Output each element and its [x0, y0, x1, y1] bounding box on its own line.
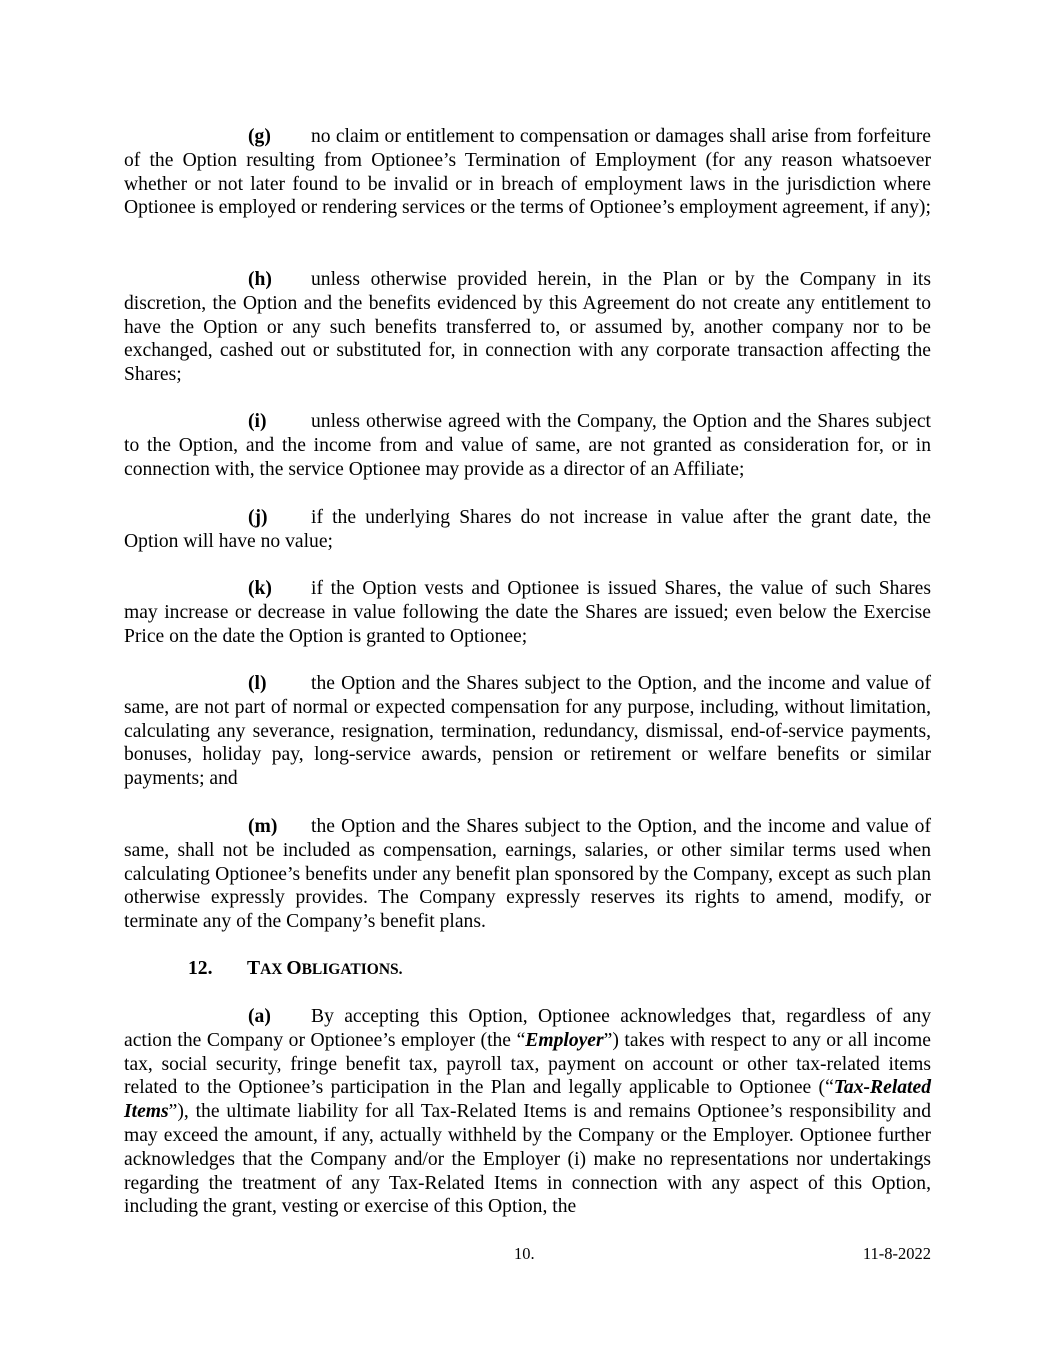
section-heading	[188, 957, 403, 982]
paragraph-text: By accepting this Option, Optionee acknowledges that, regardless of any action the Company or Optionee’s employer (the “	[124, 1006, 931, 1051]
paragraph-label: (j)	[248, 507, 268, 528]
paragraph-text: unless otherwise provided herein, in the Plan or by the Company in its discretion, the Option and the benefits evidenced by this Agreement do not create any entitlement to have the Option or any such benefits transferred to, or assumed by, another company nor to be exchanged, cashed out or substituted for, in connection with any corporate transaction affecting the Shares;	[124, 269, 931, 386]
paragraph-text: the Option and the Shares subject to the Option, and the income and value of same, are not part of normal or expected compensation for any purpose, including, without limitation, calculating any severance, resignation, termination, redundancy, dismissal, end-of-service payments, bonuses, holiday pay, long-service awards, pension or retirement or welfare benefits or similar payments; and	[124, 673, 931, 790]
paragraph-text: if the underlying Shares do not increase in value after the grant date, the Option will have no value;	[124, 507, 931, 552]
paragraph-j	[124, 506, 931, 554]
paragraph-label: (g)	[248, 126, 271, 147]
paragraph-m	[124, 815, 931, 934]
footer-date: 11-8-2022	[862, 1244, 931, 1263]
paragraph-text: no claim or entitlement to compensation or damages shall arise from forfeiture of the Option resulting from Optionee’s Termination of Employment (for any reason whatsoever whether or not later found to be invalid or in breach of employment laws in the jurisdiction where Optionee is employed or rendering services or the terms of Optionee’s employment agreement, if any);	[124, 126, 931, 219]
section-title-initial: O	[286, 958, 302, 979]
paragraph-label: (l)	[248, 673, 267, 694]
defined-term-employer: Employer	[525, 1029, 604, 1051]
paragraph-label: (h)	[248, 269, 272, 290]
paragraph-g	[124, 125, 931, 220]
paragraph-label: (a)	[248, 1006, 271, 1027]
paragraph-label: (k)	[248, 578, 272, 599]
paragraph-label: (i)	[248, 411, 267, 432]
paragraph-l	[124, 672, 931, 791]
section-title-initial: T	[247, 958, 261, 979]
paragraph-label: (m)	[248, 816, 278, 837]
paragraph-text: if the Option vests and Optionee is issued Shares, the value of such Shares may increase or decrease in value following the date the Shares are issued; even below the Exercise Price on the date the Option is granted to Optionee;	[124, 578, 931, 647]
defined-term-tax-related-items: Tax-Related Items	[124, 1077, 931, 1123]
paragraph-text: ”) takes with respect to any or all income tax, social security, fringe benefit tax, payroll tax, payment on account or other tax-related items related to the Optionee’s participation in the Plan and legally applicable to Optionee (“	[124, 1029, 931, 1099]
paragraph-tax-a	[124, 1005, 931, 1219]
section-title-smallcaps: BLIGATIONS.	[301, 961, 403, 978]
paragraph-h	[124, 268, 931, 387]
paragraph-i	[124, 410, 931, 481]
section-title-smallcaps: AX	[260, 961, 287, 978]
paragraph-text: the Option and the Shares subject to the Option, and the income and value of same, shall not be included as compensation, earnings, salaries, or other similar terms used when calculating Optionee’s benefits under any benefit plan sponsored by the Company, except as such plan otherwise expressly provides. The Company expressly reserves its rights to amend, modify, or terminate any of the Company’s benefit plans.	[124, 816, 931, 933]
paragraph-text: unless otherwise agreed with the Company, the Option and the Shares subject to the Option, and the income from and value of same, are not granted as consideration for, or in connection with, the service Optionee may provide as a director of an Affiliate;	[124, 411, 931, 480]
section-number: 12.	[188, 958, 213, 979]
paragraph-text: ”), the ultimate liability for all Tax-Related Items is and remains Optionee’s responsibility and may exceed the amount, if any, actually withheld by the Company or the Employer. Optionee further acknowledges that the Company and/or the Employer (i) make no representations nor undertakings regarding the treatment of any Tax-Related Items in connection with any aspect of this Option, including the grant, vesting or exercise of this Option, the	[124, 1101, 931, 1218]
paragraph-k	[124, 577, 931, 648]
page-number: 10.	[514, 1244, 535, 1263]
